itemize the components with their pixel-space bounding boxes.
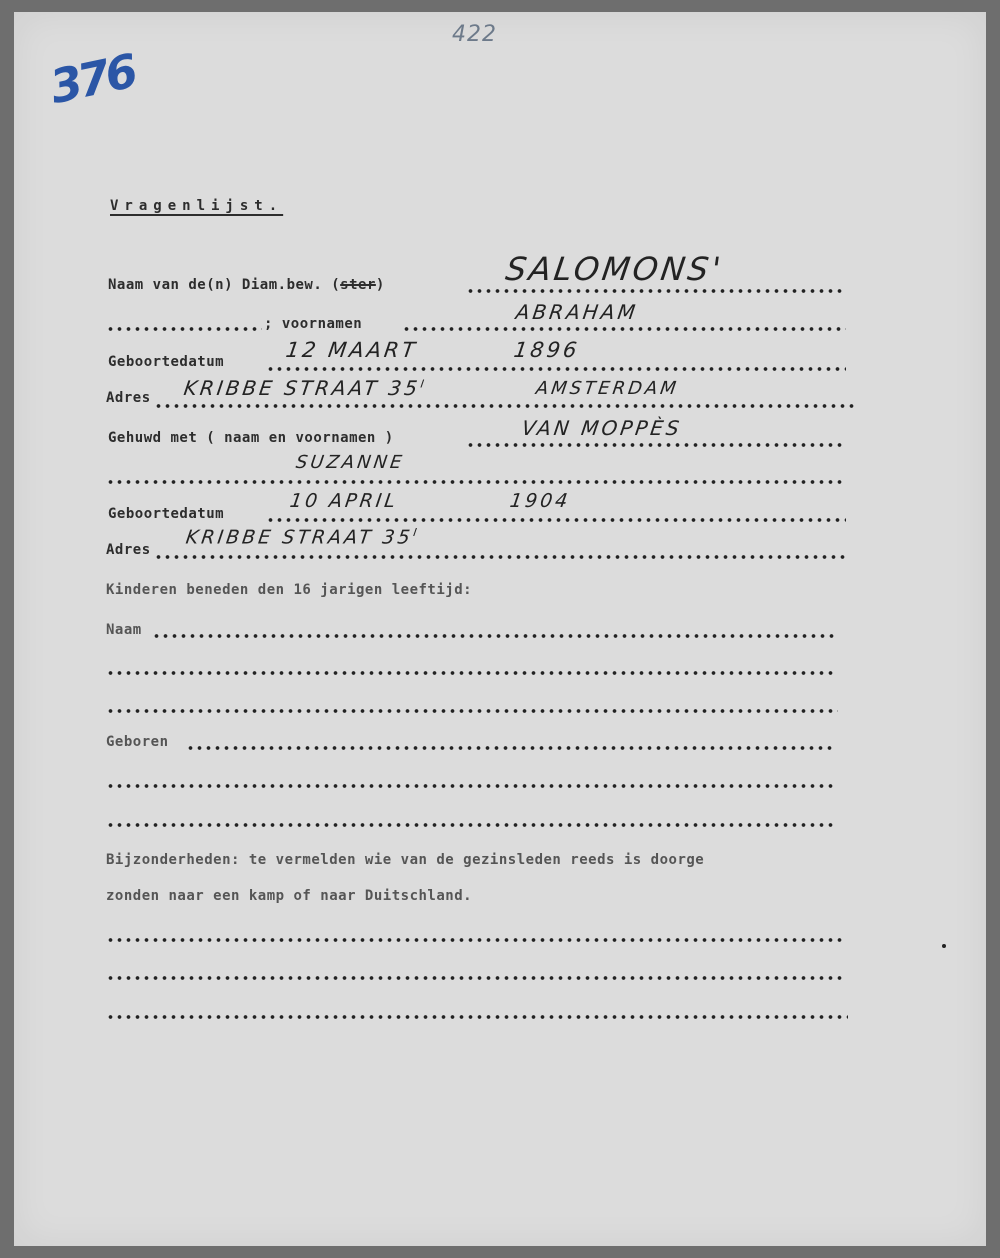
gehuwd-label: Gehuwd met ( naam en voornamen ) [108, 430, 394, 446]
geboortedatum-label: Geboortedatum [108, 354, 225, 370]
hw-birth-day-month: 12 MAART [284, 338, 420, 362]
archive-number: 422 [452, 22, 497, 47]
dotted-line [152, 634, 836, 638]
naam-label [108, 277, 385, 293]
kinderen-label: Kinderen beneden den 16 jarigen leeftijd: [106, 582, 473, 598]
dotted-line [106, 823, 834, 827]
dotted-line [154, 555, 846, 559]
kind-naam-label: Naam [106, 622, 142, 638]
kind-geboren-label: Geboren [106, 734, 169, 750]
dotted-line [186, 746, 836, 750]
dotted-line [466, 443, 846, 447]
dotted-line [466, 289, 846, 293]
hw-spouse-first-name: SUZANNE [294, 452, 407, 473]
dotted-line [106, 938, 842, 942]
naam-label-struck: ster [340, 277, 376, 293]
hw-spouse-birth-year: 1904 [508, 490, 572, 512]
dotted-line [106, 480, 846, 484]
dotted-line [266, 367, 846, 371]
dotted-line [106, 784, 836, 788]
naam-label-prefix: Naam van de(n) Diam.bew. ( [108, 277, 341, 293]
hw-spouse-address-floor: I [412, 526, 421, 539]
hw-spouse-address-street: KRIBBE STRAAT 35 [184, 526, 415, 549]
bijzonderheden-line-1: Bijzonderheden: te vermelden wie van de gezinsleden reeds is doorge [106, 852, 705, 868]
hw-spouse-surname: VAN MOPPÈS [520, 416, 684, 440]
form-title: Vragenlijst. [110, 198, 284, 214]
folio-number: 376 [45, 43, 139, 115]
adres-label: Adres [106, 390, 151, 406]
dotted-line [106, 671, 834, 675]
hw-spouse-address [184, 526, 420, 548]
naam-label-suffix: ) [375, 277, 385, 293]
hw-address-street: KRIBBE STRAAT 35 [182, 376, 422, 400]
hw-spouse-birth-day-month: 10 APRIL [288, 490, 400, 512]
hw-first-name: ABRAHAM [514, 300, 640, 324]
dotted-line [106, 1015, 848, 1019]
hw-address-floor: I [419, 377, 428, 391]
dotted-line [402, 327, 846, 331]
hw-address [182, 376, 428, 400]
document-page [14, 12, 986, 1246]
hw-city: AMSTERDAM [534, 378, 681, 399]
bijzonderheden-line-2: zonden naar een kamp of naar Duitschland. [106, 888, 473, 904]
spouse-adres-label: Adres [106, 542, 151, 558]
dotted-line [106, 976, 844, 980]
hw-surname: SALOMONS' [503, 250, 726, 288]
ink-speck [942, 944, 946, 948]
spouse-geboortedatum-label: Geboortedatum [108, 506, 225, 522]
dotted-line [154, 404, 854, 408]
hw-birth-year: 1896 [512, 338, 582, 362]
dotted-line [266, 518, 846, 522]
voornamen-label: ; voornamen [264, 316, 363, 332]
dotted-line [106, 327, 262, 331]
dotted-line [106, 709, 838, 713]
